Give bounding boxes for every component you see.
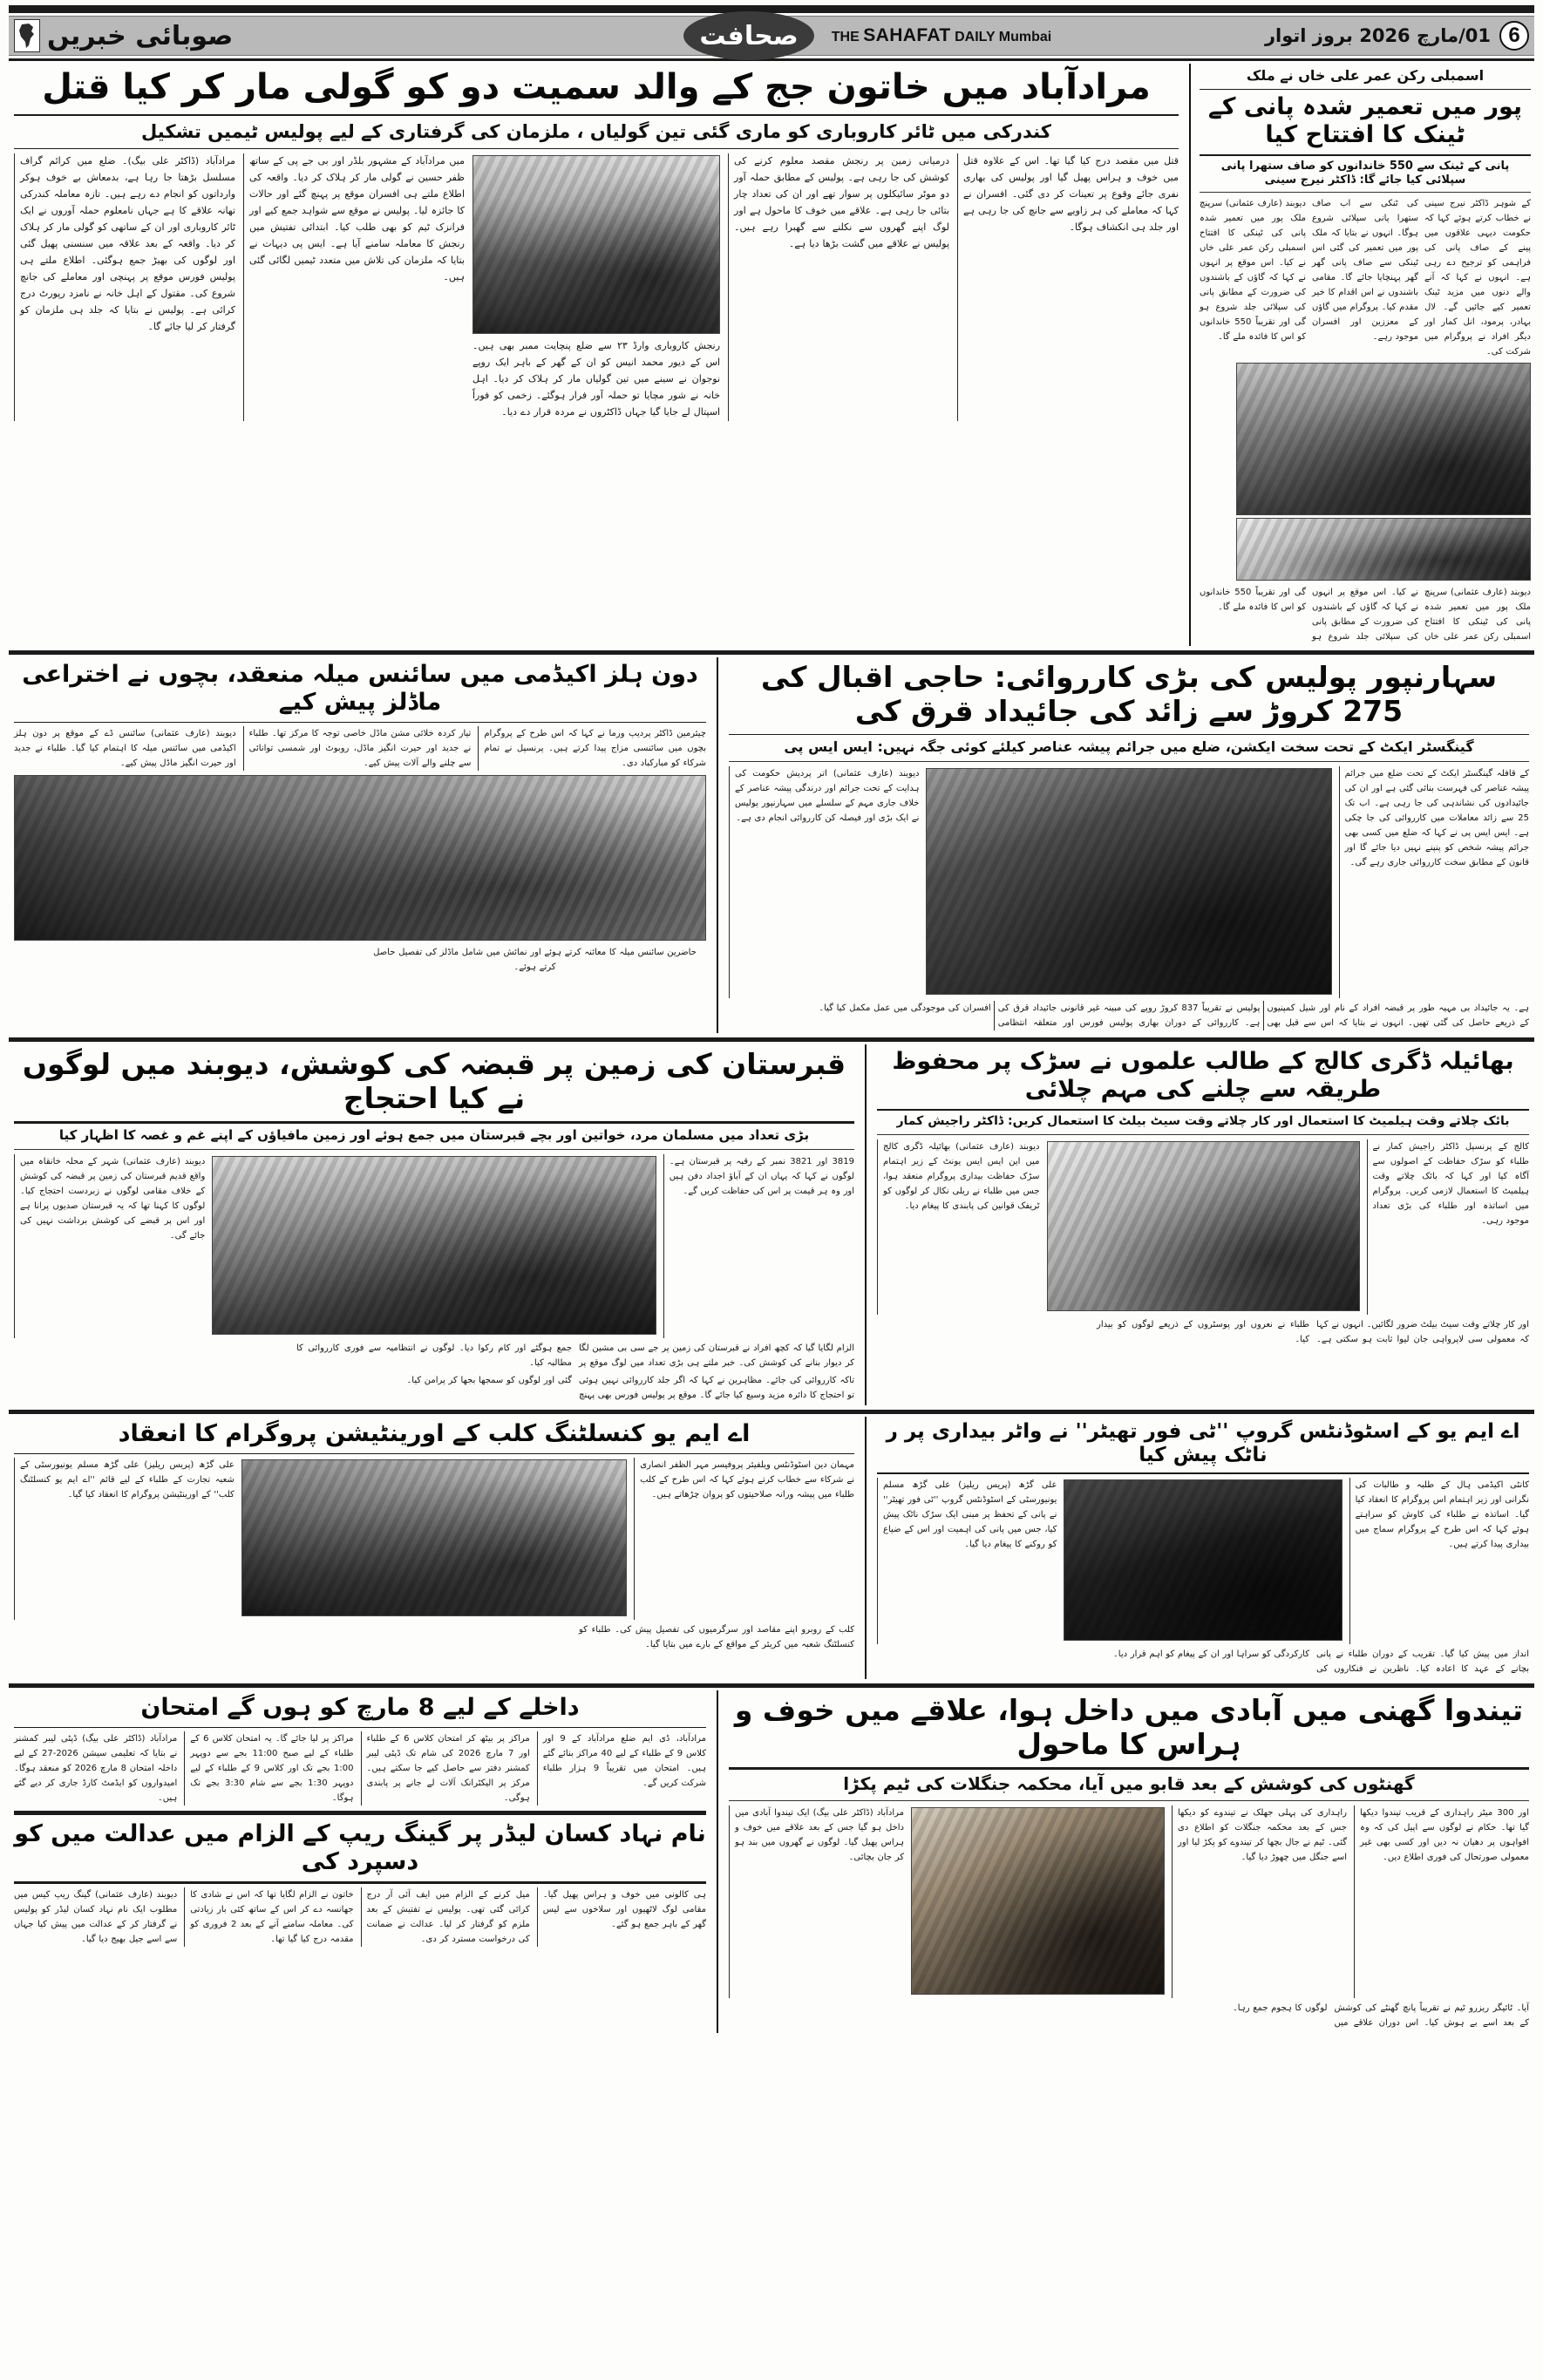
graveyard-body-col1: دیوبند (عارف عثمانی) شہر کے محلہ خانقاہ میں واقع قدیم قبرستان کی زمین پر قبضہ کی کوشش کے خلاف مقامی لوگوں نے زبردست احتجاج کیا۔ لوگوں کا کہنا تھا کہ یہ قبرستان صدیوں پرانا ہے اور اس پر قبضے کی کوشش برداشت نہیں کی جائے گی۔ — [20, 1157, 206, 1241]
consulting-club-group-photo — [241, 1459, 627, 1616]
rape-case-body-col2: خاتون نے الزام لگایا تھا کہ اس نے شادی کا جھانسہ دے کر اس کے ساتھ کئی بار زیادتی کی۔ معاملہ سامنے آنے کے بعد 2 فروری کو مقدمہ درج کیا گیا تھا۔ — [190, 1889, 354, 1944]
section-two — [9, 657, 1534, 1033]
masthead-right — [1265, 21, 1529, 51]
leopard-headline: تیندوا گھنی میں آبادی میں داخل ہوا، علاقے میں خوف و ہراس کا ماحول — [734, 1692, 1524, 1761]
amu-theatre-headline: اے ایم یو کے اسٹوڈنٹس گروپ ''ٹی فور تھیٹر'' نے واٹر بیداری پر ر ناٹک پیش کیا — [886, 1420, 1520, 1467]
column-divider-4 — [865, 1417, 867, 1679]
science-body-col1: دیوبند (عارف عثمانی) سائنس ڈے کے موقع پر دون ہلز اکیڈمی میں سائنس میلہ کا اہتمام کیا گیا۔ طلباء نے جدید اور حیرت انگیز ماڈل پیش کیے۔ — [13, 729, 236, 769]
graveyard-headline: قبرستان کی زمین پر قبضہ کی کوشش، دیوبند میں لوگوں نے کیا احتجاج — [22, 1047, 846, 1116]
amu-theatre-article — [872, 1417, 1534, 1679]
tank-headline: پور میں تعمیر شدہ پانی کے ٹینک کا افتتاح کیا — [1207, 93, 1523, 149]
admission-body-col2: مراکز پر لیا جائے گا۔ یہ امتحان کلاس 6 کے طلباء کے لیے صبح 11:00 بجے سے دوپہر 1:00 بجے تک اور کلاس 9 کے طلباء کے لیے دوپہر 1:30 بجے سے شام 3:30 بجے تک ہوگا۔ — [190, 1734, 354, 1804]
admission-body-col1: مرادآباد (ڈاکٹر علی بیگ) ڈپٹی لیبر کمشنر نے بتایا کہ تعلیمی سیشن 2026-27 کے لیے داخلہ امتحان 8 مارچ 2026 کو منعقد ہوگا۔ امیدواروں کو ایڈمٹ کارڈ جاری کر دیے گئے ہیں۔ — [14, 1734, 178, 1804]
admission-body-col3: مراکز پر بیٹھ کر امتحان کلاس 6 کے طلباء اور 7 مارچ 2026 کی شام تک ڈپٹی لیبر کمشنر دفتر سے حاصل کیے جا سکتے ہیں۔ مرکز پر الیکٹرانک آلات لے جانے پر پابندی ہوگی۔ — [366, 1734, 530, 1804]
leopard-body-col2: آیا۔ ٹائیگر ریزرو ٹیم نے تقریباً پانچ گھنٹے کی کوشش کے بعد اسے بے ہوش کیا۔ اس دوران علاقے میں لوگوں کا ہجوم جمع رہا۔ — [1232, 2003, 1529, 2028]
science-body-col2: تیار کردہ خلائی مشن ماڈل خاصی توجہ کا مرکز تھا۔ طلباء نے جدید اور حیرت انگیز ماڈل، روبوٹ اور شمسی توانائی سے چلنے والے آلات پیش کیے۔ — [248, 729, 472, 769]
murder-victim-portrait — [472, 155, 720, 334]
lead-headline: مرادآباد میں خاتون جج کے والد سمیت دو کو گولی مار کر کیا قتل — [42, 67, 1151, 107]
sahafat-logo: صحافت — [683, 11, 814, 60]
science-article — [9, 657, 711, 1033]
tank-subheadline: پانی کے ٹینک سے 550 خاندانوں کو صاف ستھرا پانی سپلائی کیا جائے گا: ڈاکٹر نیرج سینی — [1220, 159, 1510, 187]
column-divider-3 — [865, 1044, 867, 1405]
saharanpur-body-col2: ہے۔ یہ جائیداد بی مہیہ طور پر قبضہ افراد کے نام اور شیل کمپنیوں کے ذریعے حاصل کی گئی تھیں۔ انہوں نے بتایا کہ اس سے قبل بھی پولیس نے تقریباً 837 کروڑ روپے کی مبینہ غیر قانونی جائیداد قرق کی ہے۔ کارروائی کے دوران بھاری پولیس فورس اور متعلقہ انتظامی افسران کی موجودگی میں عمل مکمل کیا گیا۔ — [819, 1003, 1529, 1029]
road-safety-rally-photo — [1047, 1141, 1360, 1311]
rape-case-body-col3: میل کرنے کے الزام میں ایف آئی آر درج کرائی گئی تھی۔ پولیس نے تفتیش کے بعد ملزم کو گرفتار کر لیا۔ عدالت نے ضمانت کی درخواست مسترد کر دی۔ — [366, 1889, 530, 1944]
amu-consulting-body-col2: کلب کے روبرو اپنے مقاصد اور سرگرمیوں کی تفصیل پیش کی۔ طلباء کو کنسلٹنگ شعبہ میں کریئر کے مواقع کے بارے میں بتایا گیا۔ — [579, 1625, 854, 1650]
graveyard-body-col2: الزام لگایا گیا کہ کچھ افراد نے قبرستان کی زمین پر جے سی بی مشین لگا کر دیوار بنانے کی کوشش کی۔ خبر ملتے ہی بڑی تعداد میں لوگ موقع پر جمع ہوگئے اور کام رکوا دیا۔ لوگوں نے انتظامیہ سے فوری کارروائی کا مطالبہ کیا۔ — [296, 1343, 854, 1369]
masthead-the: THE — [831, 30, 860, 44]
amu-theatre-body-col3: کانٹی اکیڈمی ہال کے طلبہ و طالبات کی نگرانی اور زیر اہتمام اس پروگرام کا انعقاد کیا گیا۔ اساتذہ نے طلباء کی کاوش کو سراہتے ہوئے کہا کہ اس طرح کے پروگرام سماج میں بیداری پیدا کرتے ہیں۔ — [1355, 1479, 1529, 1549]
police-press-conference-photo — [926, 768, 1331, 995]
masthead-center — [233, 17, 1265, 55]
tank-tail-text: دیوبند (عارف عثمانی) سرپنچ ملک پور میں تعمیر شدہ پانی کی ٹینکی کا افتتاح اسمبلی رکن عمر علی خاں نے کیا۔ اس موقع پر انہوں نے کہا کہ گاؤں کے باشندوں کی ضرورت کے مطابق پانی کی سپلائی جلد شروع ہو گی اور تقریباً 550 خاندانوں کو اس کا فائدہ ملے گا۔ — [1200, 588, 1531, 643]
column-divider-2 — [717, 657, 718, 1033]
science-fair-students-photo — [14, 775, 706, 941]
water-tank-article — [1196, 64, 1534, 646]
section-rule-1 — [9, 650, 1534, 655]
amu-theatre-body-col2: انداز میں پیش کیا گیا۔ تقریب کے دوران طلباء نے پانی بچانے کے عہد کا اعادہ کیا۔ ناظرین نے فنکاروں کی کارکردگی کو سراہا اور ان کے پیغام کو اہم قرار دیا۔ — [1112, 1649, 1529, 1674]
college-headline: بھائیلہ ڈگری کالج کے طالب علموں نے سڑک پر محفوظ طریقہ سے چلنے کی مہم چلائی — [892, 1048, 1514, 1104]
section-three — [9, 1044, 1534, 1405]
saharanpur-body-col1: دیوبند (عارف عثمانی) اتر پردیش حکومت کی ہدایت کے تحت جرائم اور درندگی پیشہ عناصر کے خلاف جاری مہم کے سلسلے میں سہارنپور پولیس نے ایک بڑی اور فیصلہ کن کارروائی انجام دی ہے۔ — [735, 769, 920, 824]
lead-body-col3: رنجش کاروباری وارڈ ۲۳ سے ضلع پنچایت ممبر بھی ہیں۔ اس کے دیور محمد انیس کو ان کے گھر کے باہر ایک روپے نوجوان نے سینے میں تین گولیاں مار کر ہلاک کر دیا۔ اہل خانہ نے شور مچایا تو حملہ آور فرار ہوگئے۔ زخمی کو فوراً اسپتال لے جایا گیا جہاں ڈاکٹروں نے مردہ قرار دے دیا۔ — [472, 340, 721, 418]
leopard-body-col3: راہداری کی پہلی جھلک نے تیندوے کو دیکھا جس کے بعد محکمہ جنگلات کو اطلاع دی گئی۔ ٹیم نے جال بچھا کر تیندوے کو پکڑ لیا اور اسے جنگل میں چھوڑ دیا گیا۔ — [1178, 1807, 1347, 1862]
saharanpur-subheadline: گینگسٹر ایکٹ کے تحت سخت ایکشن، ضلع میں جرائم پیشہ عناصر کیلئے کوئی جگہ نہیں: ایس ایس پی — [784, 738, 1474, 756]
provincial-news-label: صوبائی خبریں — [47, 20, 234, 51]
column-divider-5 — [717, 1690, 718, 2033]
masthead-sahafat: SAHAFAT — [863, 25, 951, 45]
rape-case-body-col1: دیوبند (عارف عثمانی) گینگ ریپ کیس میں مطلوب ایک نام نہاد کسان لیڈر کو پولیس نے گرفتار کر کے عدالت میں پیش کیا جہاں سے اسے جیل بھیج دیا گیا۔ — [14, 1889, 178, 1944]
water-tank-inauguration-photo — [1236, 363, 1531, 515]
top-section — [9, 64, 1534, 646]
college-body-col3: کالج کے پرنسپل ڈاکٹر راجیش کمار نے طلباء کو سڑک حفاظت کے اصولوں سے آگاہ کیا اور کہا کہ بائک چلاتے وقت ہیلمیٹ کا استعمال لازمی کریں۔ پروگرام میں اساتذہ اور طلباء کی بڑی تعداد موجود رہی۔ — [1372, 1142, 1529, 1227]
college-article — [872, 1044, 1534, 1405]
issue-date: 01/مارچ 2026 بروز اتوار — [1264, 25, 1491, 46]
graveyard-body-col3: تاکہ کارروائی کی جائے۔ مظاہرین نے کہا کہ اگر جلد کارروائی نہیں ہوئی تو احتجاج کا دائرہ مزید وسیع کیا جائے گا۔ موقع پر پولیس فورس بھی پہنچ گئی اور لوگوں کو سمجھا بجھا کر پرامن کیا۔ — [406, 1376, 854, 1401]
leopard-subheadline: گھنٹوں کی کوشش کے بعد قابو میں آیا، محکمہ جنگلات کی ٹیم پکڑا — [843, 1772, 1415, 1794]
right-bottom-stack — [9, 1690, 711, 2033]
graveyard-article — [9, 1044, 860, 1405]
tank-body-col3: کے شوہر ڈاکٹر نیرج سینی نے خطاب کرتے ہوئے کہا کہ حکومت دیہی علاقوں میں پینے کے صاف پانی کی فراہمی کو ترجیح دے رہی ہے۔ انہوں نے کہا کہ آنے والے دنوں میں مزید ٹینک تعمیر کیے جائیں گے۔ لال بہادر، پرمود، انل کمار اور دیگر افراد نے پروگرام میں شرکت کی۔ — [1424, 199, 1531, 357]
saharanpur-headline: سہارنپور پولیس کی بڑی کارروائی: حاجی اقبال کی 275 کروڑ سے زائد کی جائیداد قرق کی — [760, 660, 1498, 728]
rape-case-body-col4: ہی کالونی میں خوف و ہراس پھیل گیا۔ مقامی لوگ لاٹھیوں اور سلاخوں سے لیس گھر کے باہر جمع ہو گئے۔ — [542, 1889, 706, 1929]
lead-body-col5: قتل میں مقصد درج کیا گیا تھا۔ اس کے علاوہ قتل میں خوف و ہراس پھیل گیا اور پولیس کی بھاری نفری جائے وقوع پر تعینات کر دی گئی۔ افسران نے کہا کہ معاملے کی ہر زاویے سے جانچ کی جا رہی ہے اور جلد ہی انکشاف ہوگا۔ — [963, 155, 1179, 234]
lead-body-col4: درمیانی زمین پر رنجش مقصد معلوم کرنے کی کوشش کی جا رہی ہے۔ پولیس کے مطابق حملہ آور دو موٹر سائیکلوں پر سوار تھے اور ان کی تعداد چار بتائی جا رہی ہے۔ علاقے میں خوف کا ماحول ہے اور لوگ اپنے گھروں سے نکلنے سے گھبرا رہے ہیں۔ پولیس نے علاقے میں گشت بڑھا دیا ہے۔ — [734, 155, 950, 249]
section-rule-5 — [14, 1811, 706, 1815]
top-black-bar — [9, 5, 1534, 13]
graveyard-subheadline: بڑی تعداد میں مسلمان مرد، خواتین اور بچے قبرستان میں جمع ہوئے اور زمین مافیاؤں کے اپنے غم و غصہ کا اظہار کیا — [58, 1127, 810, 1144]
science-body-col3: چیئرمین ڈاکٹر پردیپ ورما نے کہا کہ اس طرح کے پروگرام بچوں میں سائنسی مزاج پیدا کرتے ہیں۔ پرنسپل نے تمام شرکاء کو مبارکباد دی۔ — [484, 729, 706, 769]
tank-body-col1: دیوبند (عارف عثمانی) سرپنچ ملک پور میں تعمیر شدہ پانی کی ٹینکی کا افتتاح اسمبلی رکن عمر علی خاں نے کیا۔ اس موقع پر انہوں نے کہا کہ گاؤں کے باشندوں کی ضرورت کے مطابق پانی کی سپلائی جلد شروع ہو گی اور تقریباً 550 خاندانوں کو اس کا فائدہ ملے گا۔ — [1200, 199, 1306, 343]
lead-article — [9, 64, 1184, 646]
leopard-article — [724, 1690, 1534, 2033]
lead-body-col1: مرادآباد (ڈاکٹر علی بیگ)۔ ضلع میں کرائم گراف مسلسل بڑھتا جا رہا ہے، بدمعاش بے خوف ہوکر وارداتوں کو انجام دے رہے ہیں۔ تازہ معاملہ کندرکی تھانہ علاقے کا ہے جہاں نامعلوم حملہ آوروں نے ایک ٹائر کاروباری اور ان کے ساتھی کو گولی مار کر ہلاک کر دیا۔ واقعہ کے بعد علاقہ میں سنسنی پھیل گئی اور لوگوں کی بھیڑ جمع ہوگئی۔ اطلاع ملتے ہی پولیس فورس موقع پر پہنچی اور معاملے کی جانچ شروع کی۔ مقتول کے اہل خانہ نے نامزد رپورٹ درج کرائی ہے۔ پولیس نے بتایا کہ جلد ہی ملزمان کو گرفتار کر لیا جائے گا۔ — [20, 155, 236, 332]
column-divider — [1189, 64, 1191, 646]
college-body-col1: دیوبند (عارف عثمانی) بھائیلہ ڈگری کالج میں این ایس ایس یونٹ کے زیر اہتمام سڑک حفاظت بیداری پروگرام منعقد ہوا، جس میں طلباء نے ریلی نکال کر لوگوں کو ٹریفک قوانین کی پابندی کا پیغام دیا۔ — [883, 1142, 1040, 1212]
college-body-col2: اور کار چلاتے وقت سیٹ بیلٹ ضرور لگائیں۔ انہوں نے کہا کہ معمولی سی لاپرواہی جان لیوا ثابت ہو سکتی ہے۔ طلباء نے نعروں اور پوسٹروں کے ذریعے لوگوں کو بیدار کیا۔ — [1097, 1320, 1529, 1345]
section-four — [9, 1417, 1534, 1679]
masthead-city: DAILY Mumbai — [955, 30, 1052, 44]
college-subheadline: بائک چلاتے وقت ہیلمیٹ کا استعمال اور کار چلاتے وقت سیٹ بیلٹ کا استعمال کریں: ڈاکٹر راجیش کمار — [896, 1113, 1510, 1128]
lead-subheadline: کندرکی میں ٹائر کاروباری کو ماری گئی تین گولیاں ، ملزمان کی گرفتاری کے لیے پولیس ٹیمیں تشکیل — [141, 120, 1051, 142]
admission-article — [9, 1690, 711, 1805]
lead-body-col2: میں مرادآباد کے مشہور بلڈر اور بی جے پی کے ساتھ ظفر حسین نے گولی مار کر ہلاک کر دیا۔ واقعہ کی اطلاع ملتے ہی افسران موقع پر پہنچ گئے اور حالات کا جائزہ لیا۔ پولیس نے موقع سے شواہد جمع کیے اور فرانزک ٹیم کو بھی طلب کیا۔ ابتدائی تفتیش میں رنجش کا معاملہ سامنے آیا ہے۔ ایس پی دیہات نے بتایا کہ ملزمان کی تلاش میں متعدد ٹیمیں لگائی گئی ہیں۔ — [249, 155, 465, 282]
admission-body-col4: مرادآباد، ڈی ایم ضلع مرادآباد کے 9 اور کلاس 9 کے طلباء کے لیے 40 مراکز بنائے گئے ہیں۔ امتحان میں تقریباً 9 ہزار طلباء شرکت کریں گے۔ — [542, 1734, 706, 1789]
india-map-icon — [14, 19, 40, 52]
tank-kicker: اسمبلی رکن عمر علی خاں نے ملک — [1246, 67, 1485, 84]
amu-consulting-body-col1: علی گڑھ (پریس ریلیز) علی گڑھ مسلم یونیورسٹی کے شعبہ تجارت کے طلباء کے لیے قائم ''اے ایم یو کنسلٹنگ کلب'' کے اورینٹیشن پروگرام کا انعقاد کیا گیا۔ — [19, 1460, 235, 1500]
admission-headline: داخلے کے لیے 8 مارچ کو ہوں گے امتحان — [140, 1693, 580, 1721]
rape-case-headline: نام نہاد کسان لیڈر پر گینگ ریپ کے الزام میں عدالت میں کو دسپرد کی — [14, 1820, 706, 1875]
tank-crowd-photo — [1236, 518, 1531, 581]
masthead-left — [14, 19, 233, 52]
leopard-photo — [911, 1807, 1165, 1995]
page-number: 6 — [1499, 21, 1529, 51]
amu-consulting-article — [9, 1417, 860, 1679]
masthead-english — [832, 25, 1051, 46]
section-rule-4 — [9, 1683, 1534, 1688]
graveyard-protest-photo — [212, 1156, 656, 1335]
rape-case-article — [9, 1819, 711, 1947]
amu-consulting-body-col3: مہمان دین اسٹوڈنٹس ویلفیئر پروفیسر مہر الظفر انصاری نے شرکاء سے خطاب کرتے ہوئے کہا کہ اس طرح کے کلب طلباء میں پیشہ ورانہ صلاحیتوں کو پروان چڑھاتے ہیں۔ — [640, 1460, 854, 1500]
science-caption: حاضرین سائنس میلہ کا معائنہ کرتے ہوئے اور نمائش میں شامل ماڈلز کی تفصیل حاصل کرتے ہوئے۔ — [373, 948, 697, 973]
saharanpur-body-col3: کے قافلہ گینگسٹر ایکٹ کے تحت ضلع میں جرائم پیشہ عناصر کی فہرست بنائی گئی ہے اور ان کی جائیدادوں کی نشاندہی کی جا رہی ہے۔ اب تک 25 سے زائد معاملات میں کارروائی کی جا چکی ہے۔ ایس ایس پی نے کہا کہ ضلع میں کسی بھی جرائم پیشہ شخص کو پنپنے نہیں دیا جائے گا اور قانون کے مطابق سخت کارروائی جاری رہے گی۔ — [1344, 769, 1529, 868]
science-headline: دون ہلز اکیڈمی میں سائنس میلہ منعقد، بچوں نے اختراعی ماڈلز پیش کیے — [22, 661, 698, 716]
masthead-bottom-rule — [9, 58, 1534, 61]
section-rule-3 — [9, 1410, 1534, 1414]
leopard-body-col4: اور 300 میٹر راہداری کے قریب تیندوا دیکھا گیا تھا۔ حکام نے لوگوں سے اپیل کی کہ وہ افواہوں پر دھیان نہ دیں اور کسی بھی غیر معمولی صورتحال کی فوری اطلاع دیں۔ — [1360, 1807, 1529, 1862]
amu-theatre-body-col1: علی گڑھ (پریس ریلیز) علی گڑھ مسلم یونیورسٹی کے اسٹوڈنٹس گروپ ''ٹی فور تھیٹر'' نے پانی کے تحفظ پر مبنی ایک سڑک ناٹک پیش کیا، جس میں پانی کی اہمیت اور اس کے ضیاع کو روکنے کا پیغام دیا گیا۔ — [883, 1479, 1057, 1549]
section-rule-2 — [9, 1037, 1534, 1042]
saharanpur-article — [724, 657, 1534, 1033]
masthead — [9, 16, 1534, 56]
section-five — [9, 1690, 1534, 2033]
tank-body-col2: کی ٹنکی سے اب صاف ستھرا پانی سپلائی شروع ہوگا۔ انہوں نے بتایا کہ ملک پور میں تعمیر کی گئی اس ٹینکی سے صاف پانی گھر گھر پہنچایا جائے گا۔ مقامی باشندوں نے اس اقدام کا خیر مقدم کیا۔ پروگرام میں گاؤں کے معززین اور افسران موجود رہے۔ — [1312, 199, 1418, 343]
graveyard-body-col4: 3819 اور 3821 نمبر کے رقبہ پر قبرستان ہے۔ لوگوں نے کہا کہ یہاں ان کے آباؤ اجداد دفن ہیں اور وہ ہر قیمت پر اس کی حفاظت کریں گے۔ — [669, 1157, 854, 1197]
amu-consulting-headline: اے ایم یو کنسلٹنگ کلب کے اورینٹیشن پروگرام کا انعقاد — [118, 1420, 751, 1448]
street-play-stage-photo — [1064, 1479, 1342, 1641]
leopard-body-col1: مرادآباد (ڈاکٹر علی بیگ) ایک تیندوا آبادی میں داخل ہو گیا جس کے بعد علاقے میں خوف و ہراس پھیل گیا۔ لوگوں نے گھروں میں بند ہو کر جان بچائی۔ — [735, 1807, 904, 1862]
